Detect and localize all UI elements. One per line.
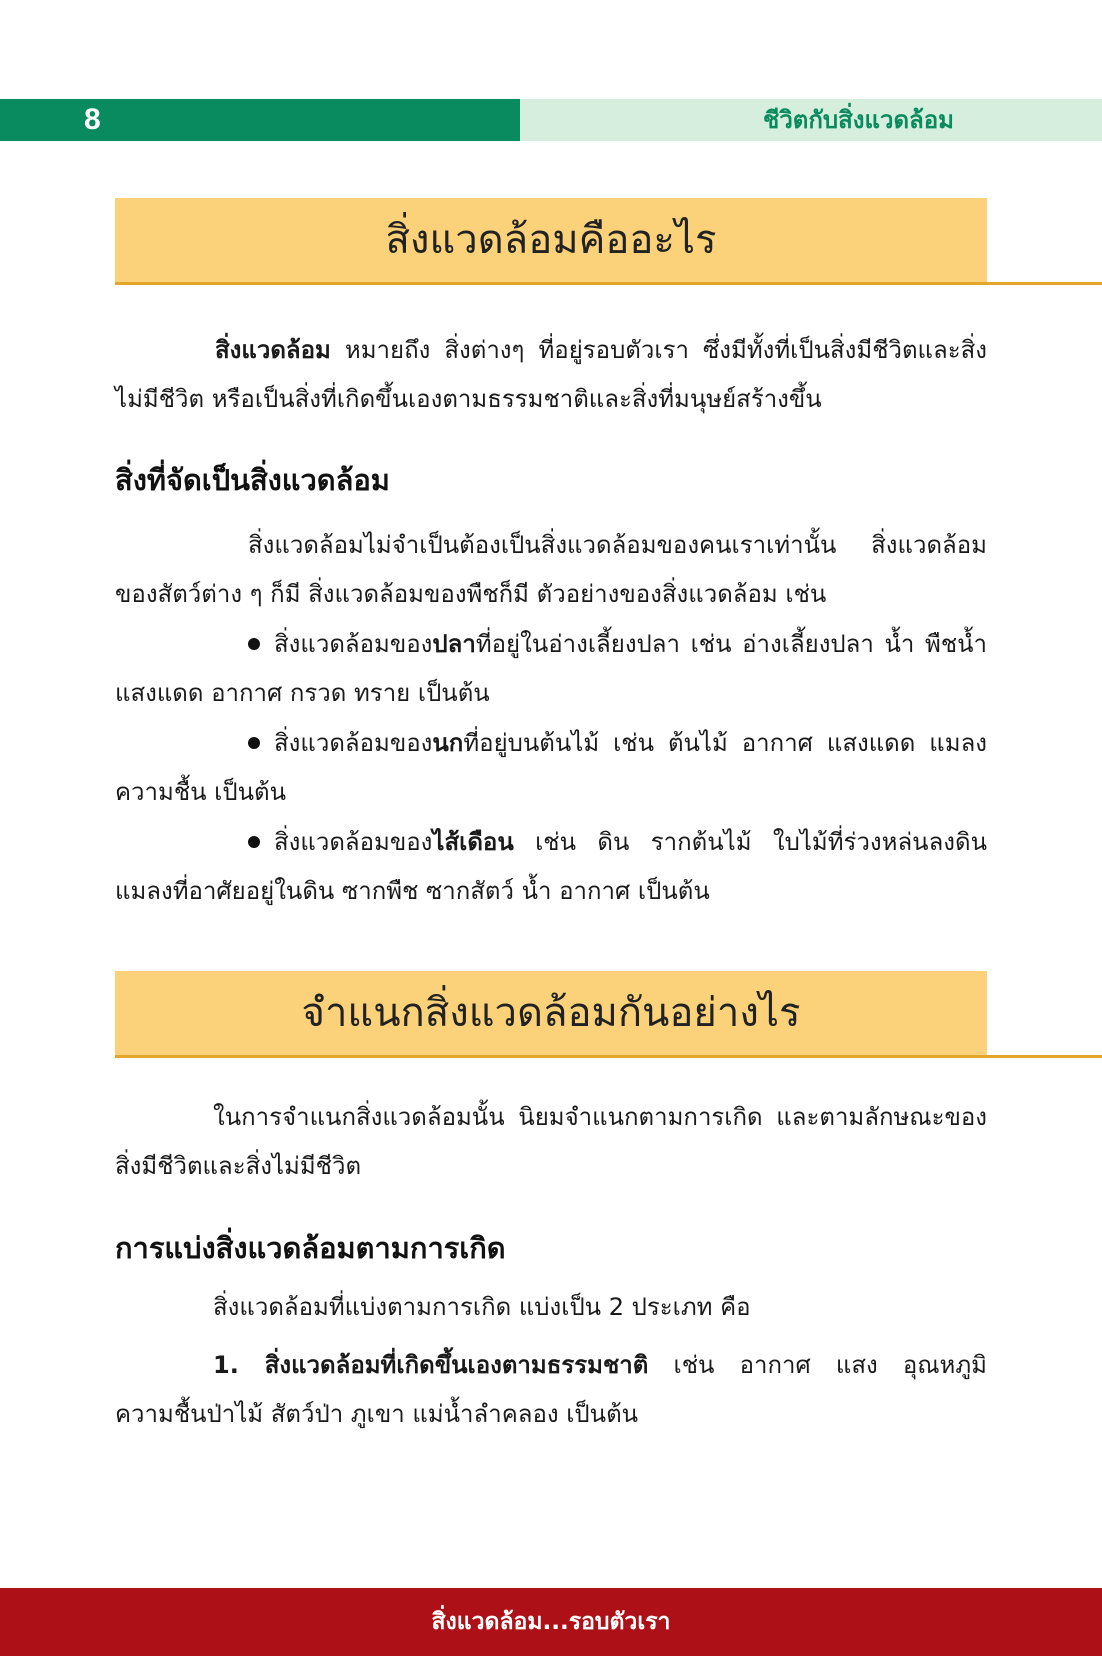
- bullet-prefix: สิ่งแวดล้อมของ: [274, 630, 433, 658]
- section-title: สิ่งแวดล้อมคืออะไร: [385, 217, 717, 263]
- item-text: เช่น อากาศ แสง อุณหภูมิ ความชื้นป่าไม้ สัตว์ป่า ภูเขา แม่น้ำลำคลอง เป็นต้น: [115, 1351, 988, 1428]
- header-book-title-bar: [520, 99, 1102, 141]
- division-text: สิ่งแวดล้อมที่แบ่งตามการเกิด แบ่งเป็น 2 ประเภท คือ: [213, 1293, 751, 1321]
- bullet-dot-icon: [248, 638, 260, 650]
- book-title: ชีวิตกับสิ่งแวดล้อม: [763, 106, 954, 134]
- numbered-item: [115, 1341, 987, 1439]
- section-rule: [115, 1055, 1102, 1058]
- definition-term: สิ่งแวดล้อม: [215, 336, 331, 364]
- bullet-item: [115, 818, 987, 916]
- division-paragraph: [115, 1283, 987, 1332]
- subheading: สิ่งที่จัดเป็นสิ่งแวดล้อม: [115, 463, 390, 497]
- bullet-item: [115, 719, 987, 817]
- bullet-keyword: ไส้เดือน: [432, 828, 514, 856]
- page-number: 8: [84, 103, 101, 136]
- bullet-prefix: สิ่งแวดล้อมของ: [274, 828, 433, 856]
- bullet-keyword: ปลา: [432, 630, 476, 658]
- bullet-text: ที่อยู่ในอ่างเลี้ยงปลา เช่น อ่างเลี้ยงปลา น้ำ พืชน้ำ แสงแดด อากาศ กรวด ทราย เป็นต้น: [115, 630, 987, 707]
- item-number: 1.: [213, 1351, 239, 1379]
- intro-text: สิ่งแวดล้อมไม่จำเป็นต้องเป็นสิ่งแวดล้อมของคนเราเท่านั้น สิ่งแวดล้อมของสัตว์ต่าง ๆ ก็มี สิ่งแวดล้อมของพืชก็มี ตัวอย่างของสิ่งแวดล้อม เช่น: [115, 531, 987, 608]
- section-title-band: [115, 971, 987, 1055]
- bullet-text: ที่อยู่บนต้นไม้ เช่น ต้นไม้ อากาศ แสงแดด แมลงความชื้น เป็นต้น: [115, 729, 987, 806]
- header-page-number-bar: [0, 99, 520, 141]
- subheading: การแบ่งสิ่งแวดล้อมตามการเกิด: [115, 1231, 506, 1265]
- item-keyword: สิ่งแวดล้อมที่เกิดขึ้นเองตามธรรมชาติ: [238, 1351, 649, 1379]
- section-title-band: [115, 198, 987, 282]
- intro-paragraph: [115, 521, 987, 619]
- bullet-text: เช่น ดิน รากต้นไม้ ใบไม้ที่ร่วงหล่นลงดิน แมลงที่อาศัยอยู่ในดิน ซากพืช ซากสัตว์ น้ำ อากาศ เป็นต้น: [115, 828, 987, 905]
- definition-text: หมายถึง สิ่งต่างๆ ที่อยู่รอบตัวเรา ซึ่งมีทั้งที่เป็นสิ่งมีชีวิตและสิ่งไม่มีชีวิต หรือเป็นสิ่งที่เกิดขึ้นเองตามธรรมชาติและสิ่งที่มนุษย์สร้างขึ้น: [115, 336, 987, 413]
- bullet-prefix: สิ่งแวดล้อมของ: [274, 729, 433, 757]
- bullet-dot-icon: [248, 737, 260, 749]
- footer-bar: [0, 1588, 1102, 1656]
- classification-intro: [115, 1093, 987, 1191]
- section-title: จำแนกสิ่งแวดล้อมกันอย่างไร: [301, 990, 801, 1036]
- bullet-dot-icon: [248, 836, 260, 848]
- section-rule: [115, 282, 1102, 285]
- classification-intro-text: ในการจำแนกสิ่งแวดล้อมนั้น นิยมจำแนกตามการเกิด และตามลักษณะของสิ่งมีชีวิตและสิ่งไม่มีชีวิต: [115, 1103, 987, 1180]
- footer-text: สิ่งแวดล้อม...รอบตัวเรา: [431, 1609, 671, 1635]
- bullet-keyword: นก: [432, 729, 464, 757]
- definition-paragraph: [115, 326, 987, 424]
- bullet-item: [115, 620, 987, 718]
